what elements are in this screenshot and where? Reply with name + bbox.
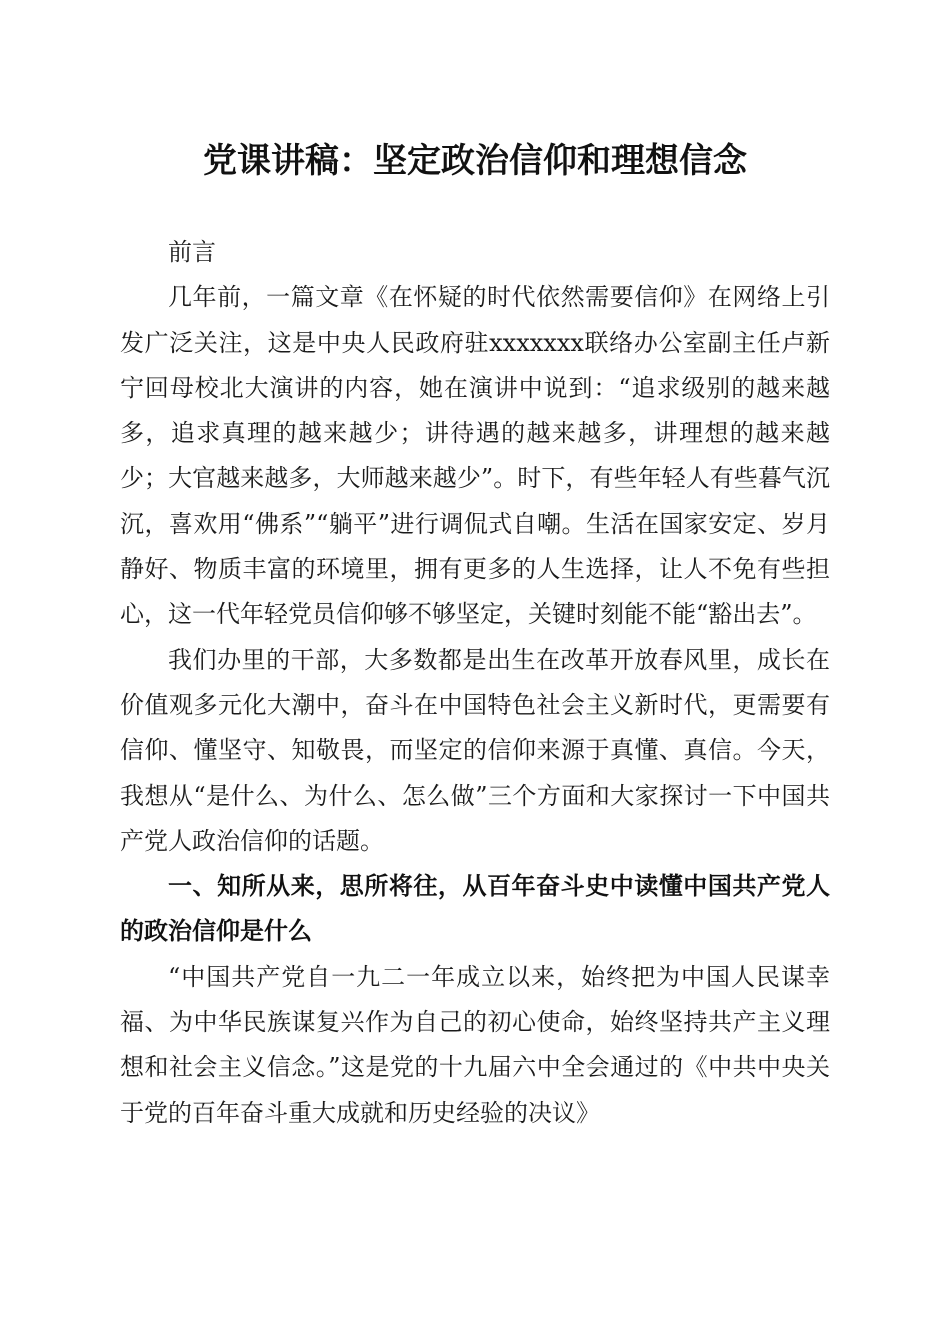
document-body	[120, 230, 830, 1136]
document-title: 党课讲稿：坚定政治信仰和理想信念	[203, 141, 747, 181]
section-paragraph-1: “中国共产党自一九二一年成立以来，始终把为中国人民谋幸福、为中华民族谋复兴作为自己的初心使命，始终坚持共产主义理想和社会主义信念。”这是党的十九届六中全会通过的《中共中央关于党的百年奋斗重大成就和历史经验的决议》	[120, 962, 830, 1127]
paragraph-1: 几年前，一篇文章《在怀疑的时代依然需要信仰》在网络上引发广泛关注，这是中央人民政府驻xxxxxxx联络办公室副主任卢新宁回母校北大演讲的内容，她在演讲中说到：“追求级别的越来越多，追求真理的越来越少；讲待遇的越来越多，讲理想的越来越少；大官越来越多，大师越来越少”。时下，有些年轻人有些暮气沉沉，喜欢用“佛系”“躺平”进行调侃式自嘲。生活在国家安定、岁月静好、物质丰富的环境里，拥有更多的人生选择，让人不免有些担心，这一代年轻党员信仰够不够坚定，关键时刻能不能“豁出去”。	[120, 283, 830, 629]
preface-label: 前言	[168, 238, 216, 266]
paragraph-2: 我们办里的干部，大多数都是出生在改革开放春风里，成长在价值观多元化大潮中，奋斗在中国特色社会主义新时代，更需要有信仰、懂坚守、知敬畏，而坚定的信仰来源于真懂、真信。今天，我想从“是什么、为什么、怎么做”三个方面和大家探讨一下中国共产党人政治信仰的话题。	[120, 645, 830, 855]
section-heading-1: 一、知所从来，思所将往，从百年奋斗史中读懂中国共产党人的政治信仰是什么	[120, 872, 830, 946]
